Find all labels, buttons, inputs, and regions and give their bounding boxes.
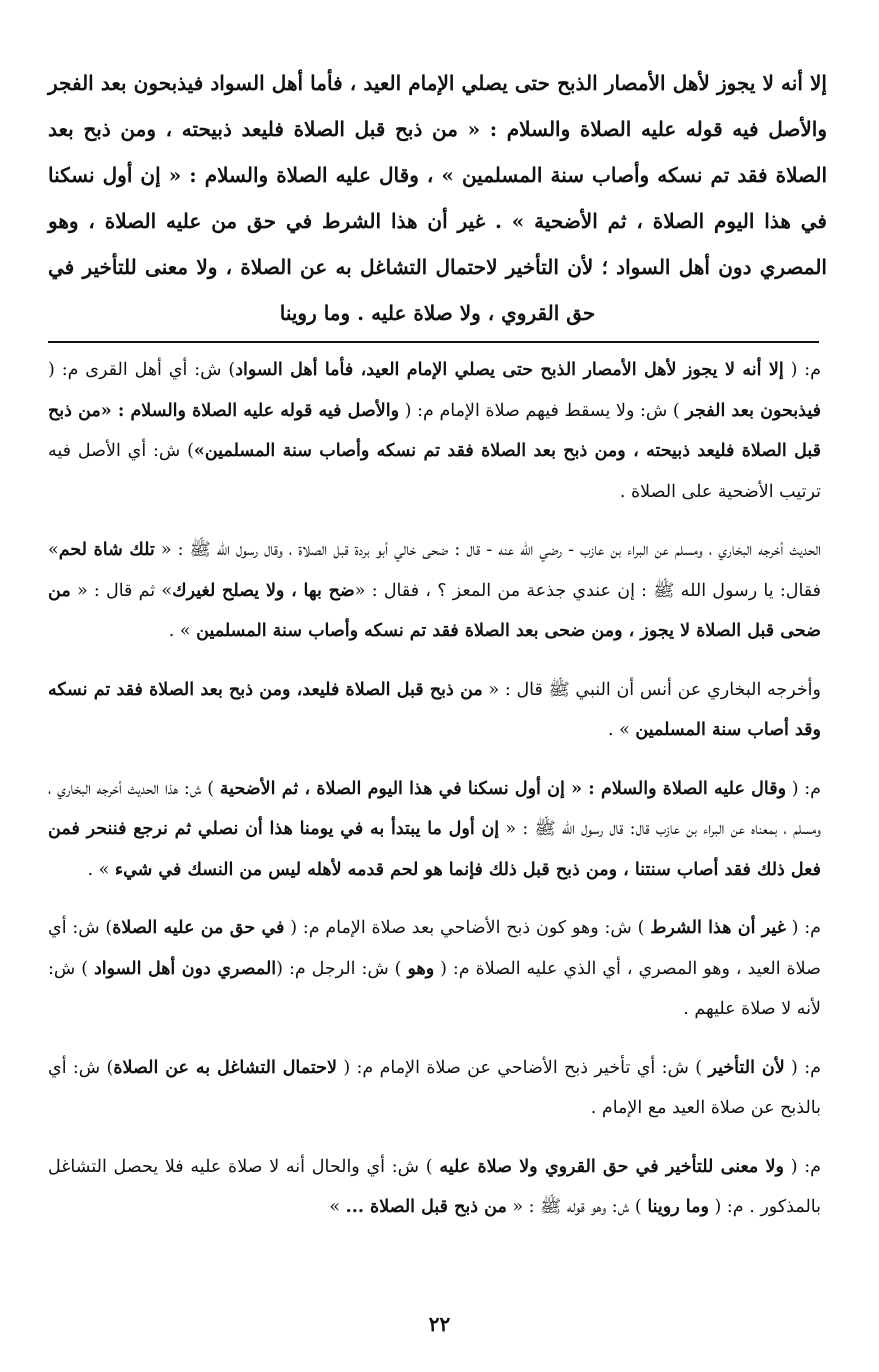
- commentary-text: ) ش: لأنه لا صلاة عليهم .: [48, 958, 821, 1019]
- quoted-text: إلا أنه لا يجوز لأهل الأمصار الذبح حتى يصلي الإمام العيد، فأما أهل السواد: [235, 360, 784, 380]
- quoted-text: لاحتمال التشاغل به عن الصلاة: [113, 1057, 337, 1078]
- quoted-text: إن أول ما يبتدأ به في يومنا هذا أن نصلي ثم نرجع فننحر فمن فعل ذلك فقد أصاب سنتنا ، ومن ذبح قبل ذلك فإنما هو لحم قدمه لأهله ليس من النسك في شيء: [48, 819, 821, 880]
- commentary-text: ) ش: أي الأصل فيه ترتيب الأضحية على الصلاة .: [48, 441, 821, 502]
- commentary-paragraph-1: [48, 350, 821, 512]
- commentary-text: ) ش: أي صلاة العيد ، وهو المصري ، أي الذي عليه الصلاة م: (: [48, 918, 821, 979]
- commentary-paragraph-3: [48, 670, 821, 751]
- quoted-text: تلك شاة لحم: [58, 540, 155, 560]
- quoted-text: وما روينا: [647, 1197, 709, 1217]
- commentary-text: الحديث أخرجه البخاري ، ومسلم عن البراء بن عازب - رضي الله عنه - قال : ضحى خالي أبو بردة قبل الصلاة ، وقال رسول الله ﷺ : «: [154, 540, 821, 560]
- quoted-text: المصري دون أهل السواد: [93, 958, 277, 979]
- quoted-text: من ذبح قبل الصلاة فليعد، ومن ذبح بعد الصلاة فقد تم نسكه وقد أصاب سنة المسلمين: [48, 679, 821, 740]
- commentary-text: وأخرجه البخاري عن أنس أن النبي ﷺ قال : «: [482, 679, 821, 700]
- commentary-text: ) ش: أي بالذبح عن صلاة العيد مع الإمام .: [48, 1057, 821, 1118]
- commentary-text: م: (: [786, 778, 822, 799]
- commentary-text: م: (: [785, 918, 821, 938]
- section-divider: [48, 341, 819, 343]
- commentary-text: ) ش: أي أهل القرى م: (: [48, 360, 236, 380]
- commentary-text: » .: [87, 859, 115, 880]
- quoted-text: وقال عليه الصلاة والسلام : « إن أول نسكنا في هذا اليوم الصلاة ، ثم الأضحية: [219, 778, 787, 799]
- commentary-text: ) ش: الرجل م: (: [276, 958, 408, 979]
- quoted-text: ضح بها ، ولا يصلح لغيرك: [172, 580, 355, 601]
- commentary-paragraph-6: [48, 1048, 821, 1129]
- commentary-paragraph-7: [48, 1147, 821, 1228]
- commentary-paragraph-5: [48, 908, 821, 1030]
- matn-text: إلا أنه لا يجوز لأهل الأمصار الذبح حتى يصلي الإمام العيد ، فأما أهل السواد فيذبحون بعد الفجر والأصل فيه قوله عليه الصلاة والسلام : « من ذبح قبل الصلاة فليعد ذبيحته ، ومن ذبح بعد الصلاة فقد تم نسكه وأصاب سنة المسلمين » ، وقال عليه الصلاة والسلام : « إن أول نسكنا في هذا اليوم الصلاة ، ثم الأضحية » . غير أن هذا الشرط في حق من عليه الصلاة ، وهو المصري دون أهل السواد ؛ لأن التأخير لاحتمال التشاغل به عن الصلاة ، ولا معنى للتأخير في حق القروي ، ولا صلاة عليه . وما روينا: [48, 71, 827, 325]
- commentary-text: ) ش: ولا يسقط فيهم صلاة الإمام م: (: [399, 400, 686, 421]
- quoted-text: من ذبح قبل الصلاة ...: [345, 1197, 507, 1217]
- commentary-text: ) ش: أي والحال أنه لا صلاة عليه فلا يحصل التشاغل بالمذكور . م: (: [48, 1156, 821, 1217]
- commentary-paragraph-2: [48, 530, 821, 652]
- quoted-text: والأصل فيه قوله عليه الصلاة والسلام : «من ذبح قبل الصلاة فليعد ذبيحته ، ومن ذبح بعد الصلاة فقد تم نسكه وأصاب سنة المسلمين»: [48, 400, 821, 461]
- commentary-text: ) ش: هذا الحديث أخرجه البخاري ، ومسلم ، بمعناه عن البراء بن عازب قال: قال رسول الله ﷺ : «: [48, 778, 821, 839]
- commentary: [48, 350, 821, 1246]
- quoted-text: ولا معنى للتأخير في حق القروي ولا صلاة عليه: [439, 1156, 784, 1177]
- page-number: ٢٢: [428, 1312, 451, 1336]
- commentary-text: ) ش: وهو قوله ﷺ : «: [506, 1197, 648, 1217]
- commentary-text: » .: [168, 621, 197, 641]
- commentary-text: »: [329, 1197, 346, 1217]
- quoted-text: لأن التأخير: [708, 1057, 785, 1078]
- quoted-text: فيذبحون بعد الفجر: [685, 400, 821, 421]
- commentary-text: » .: [608, 720, 636, 740]
- commentary-text: ) ش: أي تأخير ذبح الأضاحي عن صلاة الإمام م: (: [336, 1057, 709, 1078]
- commentary-text: » فقال: يا رسول الله ﷺ : إن عندي جذعة من المعز ؟ ، فقال : «: [48, 540, 821, 601]
- commentary-text: م: (: [783, 1156, 821, 1177]
- commentary-text: ) ش: وهو كون ذبح الأضاحي بعد صلاة الإمام م: (: [284, 918, 651, 938]
- commentary-text: م: (: [783, 360, 822, 380]
- quoted-text: في حق من عليه الصلاة: [112, 918, 285, 938]
- quoted-text: من ضحى قبل الصلاة لا يجوز ، ومن ضحى بعد الصلاة فقد تم نسكه وأصاب سنة المسلمين: [48, 580, 821, 641]
- commentary-text: » ثم قال : «: [70, 580, 173, 601]
- commentary-paragraph-4: [48, 769, 821, 891]
- quoted-text: وهو: [407, 958, 435, 979]
- commentary-text: م: (: [784, 1057, 821, 1078]
- quoted-text: غير أن هذا الشرط: [650, 918, 786, 938]
